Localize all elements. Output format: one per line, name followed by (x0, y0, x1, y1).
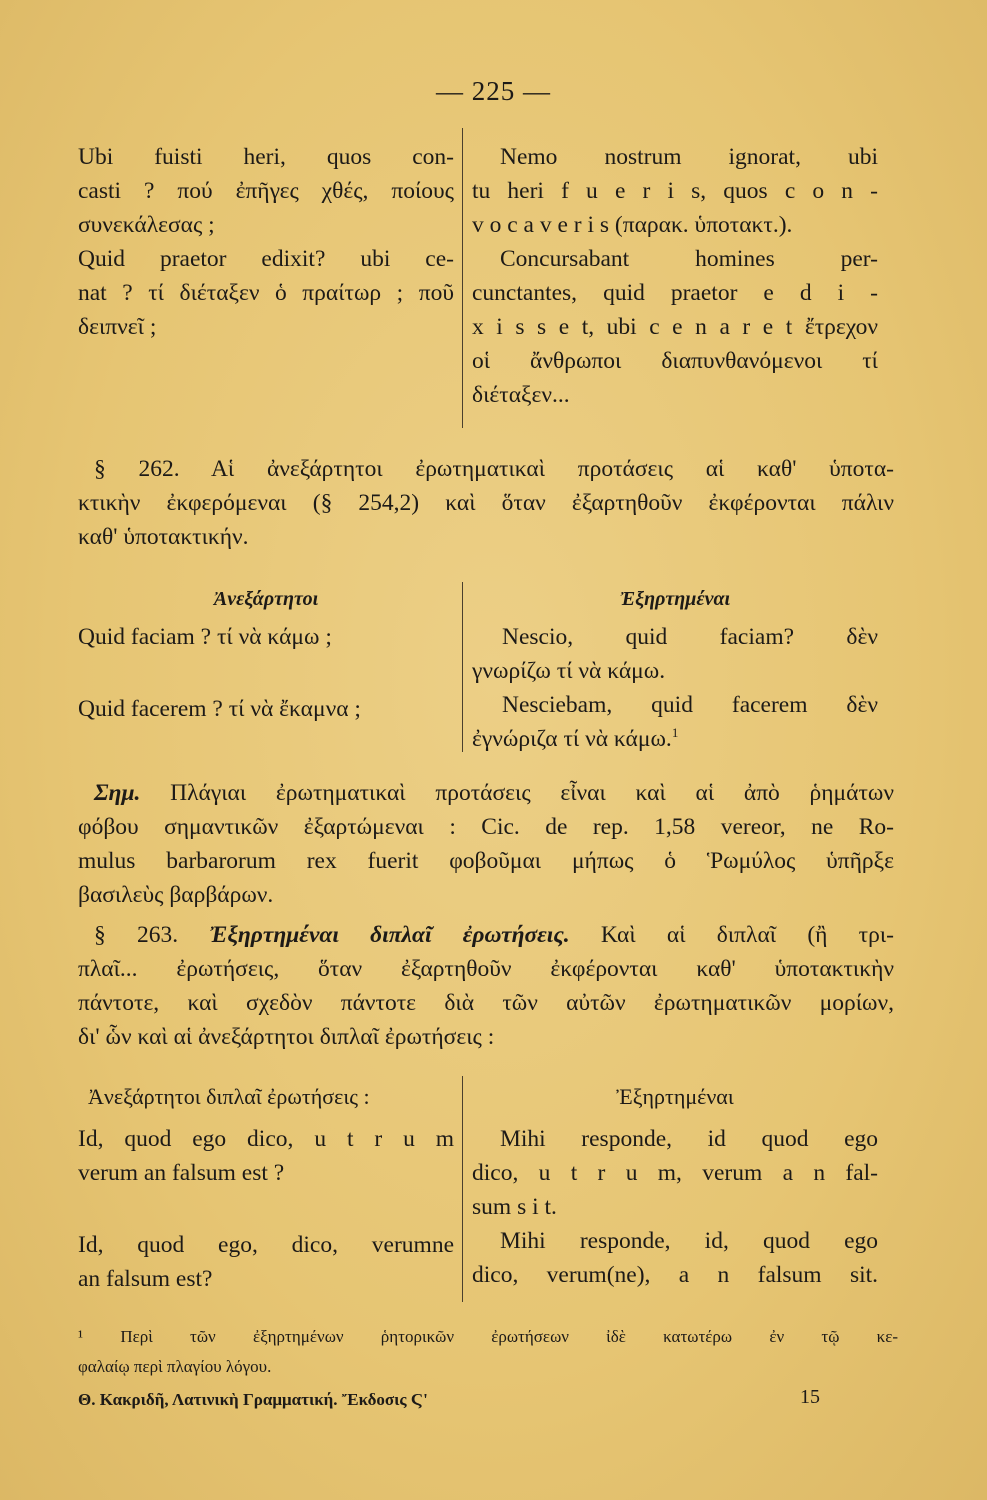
text-line: Quid faciam ? τί νὰ κάμω ; (78, 624, 332, 650)
text-line: verum an falsum est ? (78, 1160, 285, 1186)
text-line: ἐγνώριζα τί νὰ κάμω.$^1$ (472, 725, 679, 752)
text-line: Mihi responde, id quod ego (500, 1126, 878, 1152)
text-line: Id, quod ego, dico, verumne (78, 1232, 454, 1258)
footer-imprint: Θ. Κακριδῆ, Λατινικὴ Γραμματική. Ἔκδοσις Ϛ' (78, 1390, 428, 1409)
text-line: an falsum est? (78, 1266, 213, 1292)
text-line: οἱ ἄνθρωποι διαπυνθανόμενοι τί (472, 348, 878, 374)
column-heading: Ἀνεξάρτητοι διπλαῖ ἐρωτήσεις : (88, 1084, 370, 1109)
text-line: tu heri f u e r i s, quos c o n - (472, 178, 878, 204)
text-line: Nescio, quid faciam? δὲν (502, 624, 878, 650)
text-line: sum s i t. (472, 1194, 557, 1220)
text-line: nat ? τί διέταξεν ὁ πραίτωρ ; ποῦ (78, 280, 454, 306)
text-line: dico, verum(ne), a n falsum sit. (472, 1262, 879, 1288)
text-line: x i s s e t, ubi c e n a r e t ἔτρεχον (472, 314, 879, 340)
text-line: § 262. Αἱ ἀνεξάρτητοι ἐρωτηματικαὶ προτάσεις αἱ καθ' ὑποτα- (94, 456, 894, 482)
text-line: φαλαίῳ περὶ πλαγίου λόγου. (78, 1357, 272, 1376)
section-title: Ἐξηρτημέναι διπλαῖ ἐρωτήσεις. (209, 922, 570, 948)
text-line: φόβου σημαντικῶν ἐξαρτώμεναι : Cic. de rep. 1,58 vereor, ne Ro- (78, 814, 894, 840)
text-line: κτικὴν ἐκφερόμεναι (§ 254,2) καὶ ὅταν ἐξαρτηθοῦν ἐκφέρονται πάλιν (78, 490, 894, 516)
section-number: § 263. (94, 922, 179, 948)
text-line: casti ? πού ἐπῆγες χθές, ποίους (78, 178, 454, 204)
text-line: ¹ Περὶ τῶν ἐξηρτημένων ῥητορικῶν ἐρωτήσεων ἰδὲ κατωτέρω ἐν τῷ κε- (78, 1327, 898, 1346)
note-label: Σημ. (94, 780, 141, 806)
note-paragraph (78, 776, 894, 912)
text-line: cunctantes, quid praetor e d i - (472, 280, 878, 306)
block1-left-column (78, 140, 454, 344)
column-heading: Ἀνεξάρτητοι (213, 588, 319, 610)
text-line: γνωρίζω τί νὰ κάμω. (472, 658, 666, 684)
text-line: dico, u t r u m, verum a n fal- (472, 1160, 879, 1186)
text-line: συνεκάλεσας ; (78, 212, 215, 238)
text-line: Σημ. Πλάγιαι ἐρωτηματικαὶ προτάσεις εἶναι καὶ αἱ ἀπὸ ῥημάτων (78, 776, 894, 810)
footnote (78, 1322, 898, 1382)
page-number: — 225 — (436, 76, 551, 106)
section-263 (78, 918, 894, 1054)
column-divider (462, 582, 463, 752)
text-line: διέταξεν... (472, 382, 570, 408)
column-divider (462, 128, 463, 428)
text-line: Ubi fuisti heri, quos con- (78, 144, 454, 170)
column-divider (462, 1076, 463, 1302)
text-line: Mihi responde, id, quod ego (500, 1228, 878, 1254)
text-line: βασιλεὺς βαρβάρων. (78, 882, 274, 908)
column-heading: Ἐξηρτημέναι (616, 1084, 734, 1109)
text-line: Nemo nostrum ignorat, ubi (500, 144, 878, 170)
text-line: δι' ὧν καὶ αἱ ἀνεξάρτητοι διπλαῖ ἐρωτήσεις : (78, 1024, 495, 1050)
text-line: Id, quod ego dico, u t r u m (78, 1126, 455, 1152)
block3-right-column (472, 1080, 878, 1292)
text-line: Quid facerem ? τί νὰ ἔκαμνα ; (78, 696, 361, 722)
text-line: § 263. Ἐξηρτημέναι διπλαῖ ἐρωτήσεις. Καὶ αἱ διπλαῖ (ἢ τρι- (94, 922, 894, 948)
signature-mark: 15 (800, 1386, 820, 1408)
text-line: Concursabant homines per- (500, 246, 878, 272)
section-262 (78, 452, 894, 554)
block2-right-column (472, 582, 878, 756)
block3-left-column (78, 1080, 454, 1296)
text-line: Nesciebam, quid facerem δὲν (502, 692, 878, 718)
text-line: mulus barbarorum rex fuerit φοβοῦμαι μήπως ὁ Ῥωμύλος ὑπῆρξε (78, 848, 894, 874)
block2-left-column (78, 582, 454, 726)
text-line: v o c a v e r i s (παρακ. ὑποτακτ.). (472, 212, 793, 238)
text-line: πάντοτε, καὶ σχεδὸν πάντοτε διὰ τῶν αὐτῶν ἐρωτηματικῶν μορίων, (78, 990, 894, 1016)
text-line: Quid praetor edixit? ubi ce- (78, 246, 454, 272)
block1-right-column (472, 140, 878, 412)
text-line: καθ' ὑποτακτικήν. (78, 524, 249, 550)
text-line: δειπνεῖ ; (78, 314, 157, 340)
column-heading: Ἐξηρτημέναι (619, 588, 731, 610)
text-line: πλαῖ... ἐρωτήσεις, ὅταν ἐξαρτηθοῦν ἐκφέρονται καθ' ὑποτακτικὴν (78, 956, 894, 982)
footnote-marker: 1 (671, 725, 679, 741)
